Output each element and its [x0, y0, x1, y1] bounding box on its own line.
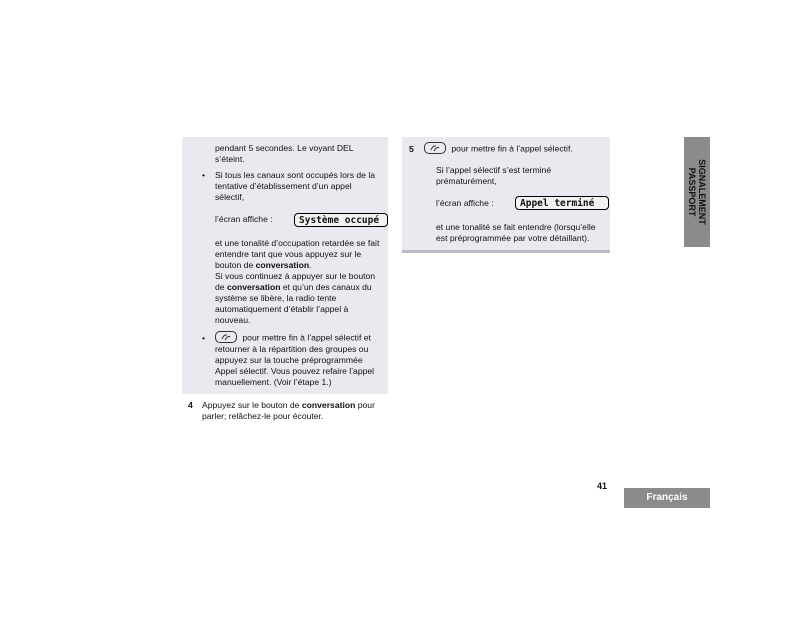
body-text-line: système se libère, la radio tente [215, 293, 337, 303]
selective-call-button-icon [424, 142, 446, 154]
continued-text-line: pendant 5 secondes. Le voyant DEL [215, 143, 354, 153]
bullet-text-line: manuellement. (Voir l’étape 1.) [215, 377, 332, 387]
language-tab: Français [624, 488, 710, 508]
continued-text-line: s’éteint. [215, 154, 245, 164]
bullet-marker: • [202, 333, 206, 343]
lcd-display-call-ended: Appel terminé [515, 196, 609, 210]
body-text-line: nouveau. [215, 315, 251, 325]
bullet-text-line: appuyez sur la touche préprogrammée [215, 355, 363, 365]
step-4-text: Appuyez sur le bouton de conversation pour [202, 400, 375, 410]
body-text-line: Si l’appel sélectif s’est terminé [436, 165, 552, 175]
bullet-text-line: sélectif, [215, 192, 245, 202]
lcd-display-busy: Système occupé [294, 213, 388, 227]
body-text-line: de conversation et qu’un des canaux du [215, 282, 372, 292]
step-number-4: 4 [188, 400, 193, 410]
bullet-text-line: pour mettre fin à l’appel sélectif et [212, 332, 371, 344]
body-text-line: bouton de conversation. [215, 260, 312, 270]
side-tab-line-2: PASSPORT [687, 167, 697, 217]
section-side-tab [684, 137, 710, 247]
bullet-marker: • [202, 170, 206, 180]
step-number-5: 5 [409, 144, 414, 154]
page-number: 41 [597, 481, 608, 491]
body-text-line: entendre tant que vous appuyez sur le [215, 249, 362, 259]
side-tab-line-1: SIGNALEMENT [697, 159, 707, 225]
screen-label: l’écran affiche : [436, 198, 494, 208]
body-text-line: automatiquement d’établir l’appel à [215, 304, 349, 314]
right-column-rule [402, 250, 610, 253]
bullet-text-line: tentative d’établissement d’un appel [215, 181, 352, 191]
step-4-text: parler; relâchez-le pour écouter. [202, 411, 324, 421]
screen-label: l’écran affiche : [215, 214, 273, 224]
bullet-text-line: Appel sélectif. Vous pouvez refaire l’appel [215, 366, 375, 376]
body-text-line: et une tonalité d’occupation retardée se fait [215, 238, 380, 248]
body-text-line: Si vous continuez à appuyer sur le bouton [215, 271, 376, 281]
bullet-text-line: retourner à la répartition des groupes ou [215, 344, 369, 354]
body-text-line: et une tonalité se fait entendre (lorsqu’elle [436, 222, 596, 232]
body-text-line: prématurément, [436, 176, 497, 186]
selective-call-button-icon [215, 331, 237, 343]
body-text-line: est préprogrammée par votre détaillant). [436, 233, 590, 243]
step-5-text: pour mettre fin à l’appel sélectif. [421, 143, 573, 155]
bullet-text-line: Si tous les canaux sont occupés lors de la [215, 170, 376, 180]
